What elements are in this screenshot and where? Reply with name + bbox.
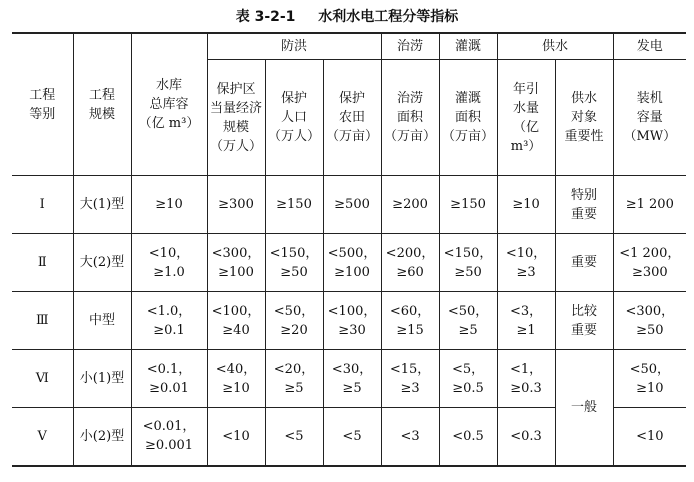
header-supply-group: 供水 xyxy=(497,33,613,60)
cell-power: <1 200， ≥300 xyxy=(613,234,686,292)
header-supply-importance: 供水 对象 重要性 xyxy=(555,60,613,176)
cell-econ: <40， ≥10 xyxy=(207,350,265,408)
cell-econ: ≥300 xyxy=(207,176,265,234)
header-supply-volume: 年引 水量 （亿 m³） xyxy=(497,60,555,176)
cell-water: <10， ≥3 xyxy=(497,234,555,292)
cell-power: <10 xyxy=(613,408,686,466)
header-drain-group: 治涝 xyxy=(381,33,439,60)
header-row-group xyxy=(12,33,686,60)
cell-grade: Ⅲ xyxy=(12,292,73,350)
table-row xyxy=(12,176,686,234)
cell-scale: 小(1)型 xyxy=(73,350,131,408)
header-scale: 工程 规模 xyxy=(73,33,131,176)
header-irrig-group: 灌溉 xyxy=(439,33,497,60)
cell-scale: 大(1)型 xyxy=(73,176,131,234)
cell-water: <1， ≥0.3 xyxy=(497,350,555,408)
cell-farm: ≥500 xyxy=(323,176,381,234)
header-power-capacity: 装机 容量 （MW） xyxy=(613,60,686,176)
header-grade: 工程 等别 xyxy=(12,33,73,176)
cell-reservoir: <10， ≥1.0 xyxy=(131,234,207,292)
header-reservoir: 水库 总库容 （亿 m³） xyxy=(131,33,207,176)
table-row xyxy=(12,234,686,292)
cell-grade: Ⅱ xyxy=(12,234,73,292)
table-title: 水利水电工程分等指标 xyxy=(318,9,459,25)
cell-drain: <60， ≥15 xyxy=(381,292,439,350)
header-flood-group: 防洪 xyxy=(207,33,381,60)
cell-scale: 小(2)型 xyxy=(73,408,131,466)
header-drain-area: 治涝 面积 （万亩） xyxy=(381,60,439,176)
cell-irrig: <5， ≥0.5 xyxy=(439,350,497,408)
table-row xyxy=(12,292,686,350)
cell-irrig: <50， ≥5 xyxy=(439,292,497,350)
cell-econ: <100， ≥40 xyxy=(207,292,265,350)
cell-power: ≥1 200 xyxy=(613,176,686,234)
cell-water: <0.3 xyxy=(497,408,555,466)
cell-scale: 大(2)型 xyxy=(73,234,131,292)
cell-drain: ≥200 xyxy=(381,176,439,234)
cell-econ: <10 xyxy=(207,408,265,466)
cell-drain: <15， ≥3 xyxy=(381,350,439,408)
cell-grade: Ⅴ xyxy=(12,408,73,466)
header-irrig-area: 灌溉 面积 （万亩） xyxy=(439,60,497,176)
cell-reservoir: <1.0， ≥0.1 xyxy=(131,292,207,350)
cell-power: <300， ≥50 xyxy=(613,292,686,350)
cell-reservoir: ≥10 xyxy=(131,176,207,234)
grading-table xyxy=(12,32,686,467)
cell-drain: <200， ≥60 xyxy=(381,234,439,292)
cell-water: ≥10 xyxy=(497,176,555,234)
header-flood-pop: 保护 人口 （万人） xyxy=(265,60,323,176)
header-power-group: 发电 xyxy=(613,33,686,60)
cell-irrig: ≥150 xyxy=(439,176,497,234)
cell-pop: <5 xyxy=(265,408,323,466)
table-row xyxy=(12,350,686,408)
cell-pop: ≥150 xyxy=(265,176,323,234)
cell-grade: Ⅰ xyxy=(12,176,73,234)
cell-farm: <100， ≥30 xyxy=(323,292,381,350)
cell-irrig: <150， ≥50 xyxy=(439,234,497,292)
cell-farm: <30， ≥5 xyxy=(323,350,381,408)
table-caption xyxy=(0,6,694,26)
cell-farm: <5 xyxy=(323,408,381,466)
cell-econ: <300， ≥100 xyxy=(207,234,265,292)
cell-importance: 一般 xyxy=(555,350,613,466)
cell-pop: <150， ≥50 xyxy=(265,234,323,292)
cell-reservoir: <0.01， ≥0.001 xyxy=(131,408,207,466)
table-number: 表 3-2-1 xyxy=(235,9,296,25)
cell-importance: 重要 xyxy=(555,234,613,292)
cell-importance: 比较 重要 xyxy=(555,292,613,350)
cell-power: <50， ≥10 xyxy=(613,350,686,408)
cell-pop: <20， ≥5 xyxy=(265,350,323,408)
cell-importance: 特别 重要 xyxy=(555,176,613,234)
cell-water: <3， ≥1 xyxy=(497,292,555,350)
cell-irrig: <0.5 xyxy=(439,408,497,466)
cell-grade: Ⅵ xyxy=(12,350,73,408)
cell-farm: <500， ≥100 xyxy=(323,234,381,292)
header-flood-economy: 保护区 当量经济 规模 （万人） xyxy=(207,60,265,176)
cell-scale: 中型 xyxy=(73,292,131,350)
cell-pop: <50， ≥20 xyxy=(265,292,323,350)
header-flood-farm: 保护 农田 （万亩） xyxy=(323,60,381,176)
cell-reservoir: <0.1， ≥0.01 xyxy=(131,350,207,408)
cell-drain: <3 xyxy=(381,408,439,466)
